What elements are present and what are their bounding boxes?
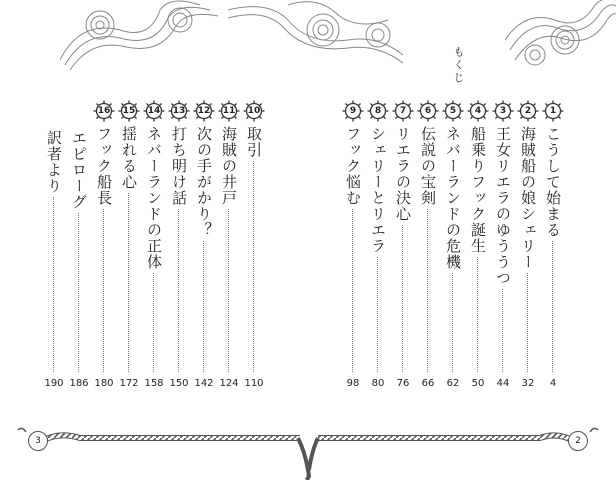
chapter-title: ネバーランドの危機 [444, 126, 462, 270]
chapter-title: 海賊の井戸 [220, 126, 238, 206]
page-number: 62 [446, 378, 460, 389]
chapter-number: 6 [424, 106, 432, 116]
page-number: 76 [396, 378, 410, 389]
chapter-title: 伝説の宝剣 [419, 126, 437, 206]
chapter-number: 16 [97, 106, 111, 116]
chapter-title: シェリーとリエラ [369, 126, 387, 254]
chapter-number: 10 [247, 106, 261, 116]
chapter-number: 9 [349, 106, 357, 116]
chapter-number: 7 [399, 106, 407, 116]
chapter-title: フック悩む [344, 126, 362, 206]
page-number: 4 [549, 378, 557, 389]
folio-left: 3 [28, 431, 48, 451]
chapter-title: 次の手がかり？ [195, 126, 213, 238]
chapter-number: 13 [172, 106, 186, 116]
page-number: 80 [371, 378, 385, 389]
chapter-title: フック船長 [95, 126, 113, 206]
page-number: 142 [194, 378, 214, 389]
chapter-title: エピローグ [70, 130, 88, 210]
page-number: 172 [119, 378, 139, 389]
chapter-title: 打ち明け話 [170, 126, 188, 206]
page-number: 110 [244, 378, 264, 389]
page-number: 50 [471, 378, 485, 389]
chapter-title: 海賊船の娘シェリー [519, 126, 537, 270]
page-number: 186 [69, 378, 89, 389]
chapter-number: 5 [449, 106, 457, 116]
toc-title: もくじ [452, 46, 465, 85]
page-number: 150 [169, 378, 189, 389]
page-number: 190 [44, 378, 64, 389]
page-number: 98 [346, 378, 360, 389]
chapter-number: 2 [524, 106, 532, 116]
chapter-number: 14 [147, 106, 161, 116]
page-number: 180 [94, 378, 114, 389]
chapter-number: 4 [474, 106, 482, 116]
chapter-number: 15 [122, 106, 136, 116]
chapter-number: 8 [374, 106, 382, 116]
chapter-title: リエラの決心 [394, 126, 412, 222]
chapter-title: こうして始まる [544, 126, 562, 238]
page-number: 44 [496, 378, 510, 389]
chapter-title: 揺れる心 [120, 126, 138, 190]
chapter-title: 船乗りフック誕生 [469, 126, 487, 254]
chapter-number: 12 [197, 106, 211, 116]
chapter-number: 3 [499, 106, 507, 116]
chapter-title: 訳者より [45, 130, 63, 194]
chapter-number: 11 [222, 106, 236, 116]
page-number: 158 [144, 378, 164, 389]
page-number: 124 [219, 378, 239, 389]
chapter-number: 1 [549, 106, 557, 116]
page-number: 66 [421, 378, 435, 389]
folio-right: 2 [568, 431, 588, 451]
page-number: 32 [521, 378, 535, 389]
chapter-title: ネバーランドの正体 [145, 126, 163, 270]
chapter-title: 取引 [245, 126, 263, 158]
chapter-title: 王女リエラのゆううつ [494, 126, 512, 286]
